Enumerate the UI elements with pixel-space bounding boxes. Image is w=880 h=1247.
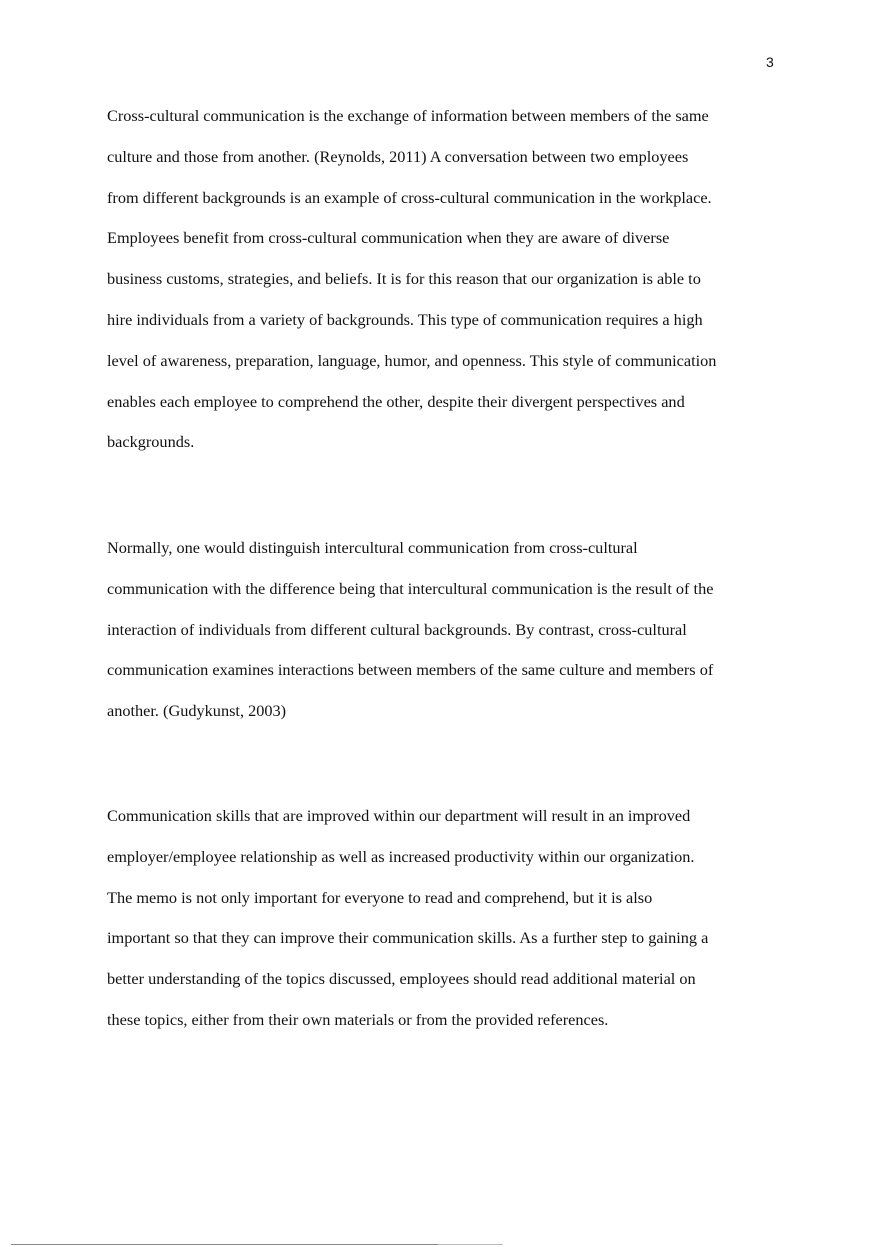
- text-line: from different backgrounds is an example of cross-cultural communication in the workplace.: [107, 187, 712, 207]
- text-line: employer/employee relationship as well as increased productivity within our organization.: [107, 846, 695, 866]
- paragraph-2: [107, 538, 787, 742]
- text-line: The memo is not only important for everyone to read and comprehend, but it is also: [107, 887, 653, 907]
- text-line: communication with the difference being that intercultural communication is the result of the: [107, 578, 714, 598]
- paragraph-3: [107, 806, 787, 1051]
- text-line: communication examines interactions between members of the same culture and members of: [107, 660, 714, 680]
- paragraph-1: [107, 106, 787, 473]
- text-line: better understanding of the topics discussed, employees should read additional material on: [107, 969, 696, 989]
- text-line: culture and those from another. (Reynolds, 2011) A conversation between two employees: [107, 146, 689, 166]
- text-line: another. (Gudykunst, 2003): [107, 701, 287, 721]
- footer-divider: [11, 1244, 438, 1245]
- text-line: Cross-cultural communication is the exchange of information between members of the same: [107, 106, 709, 125]
- text-line: interaction of individuals from different cultural backgrounds. By contrast, cross-cultural: [107, 619, 687, 639]
- page-number: 3: [766, 54, 774, 70]
- text-line: these topics, either from their own materials or from the provided references.: [107, 1009, 609, 1029]
- text-line: hire individuals from a variety of backgrounds. This type of communication requires a high: [107, 309, 703, 329]
- text-line: level of awareness, preparation, language, humor, and openness. This style of communication: [107, 350, 717, 370]
- footer-divider-faint: [438, 1244, 503, 1245]
- text-line: enables each employee to comprehend the other, despite their divergent perspectives and: [107, 391, 685, 411]
- text-line: Communication skills that are improved within our department will result in an improved: [107, 806, 691, 825]
- text-line: important so that they can improve their communication skills. As a further step to gaining a: [107, 928, 709, 948]
- text-line: Employees benefit from cross-cultural communication when they are aware of diverse: [107, 228, 670, 248]
- text-line: Normally, one would distinguish intercultural communication from cross-cultural: [107, 538, 638, 557]
- text-line: backgrounds.: [107, 432, 195, 452]
- text-line: business customs, strategies, and beliefs. It is for this reason that our organization is able to: [107, 269, 701, 289]
